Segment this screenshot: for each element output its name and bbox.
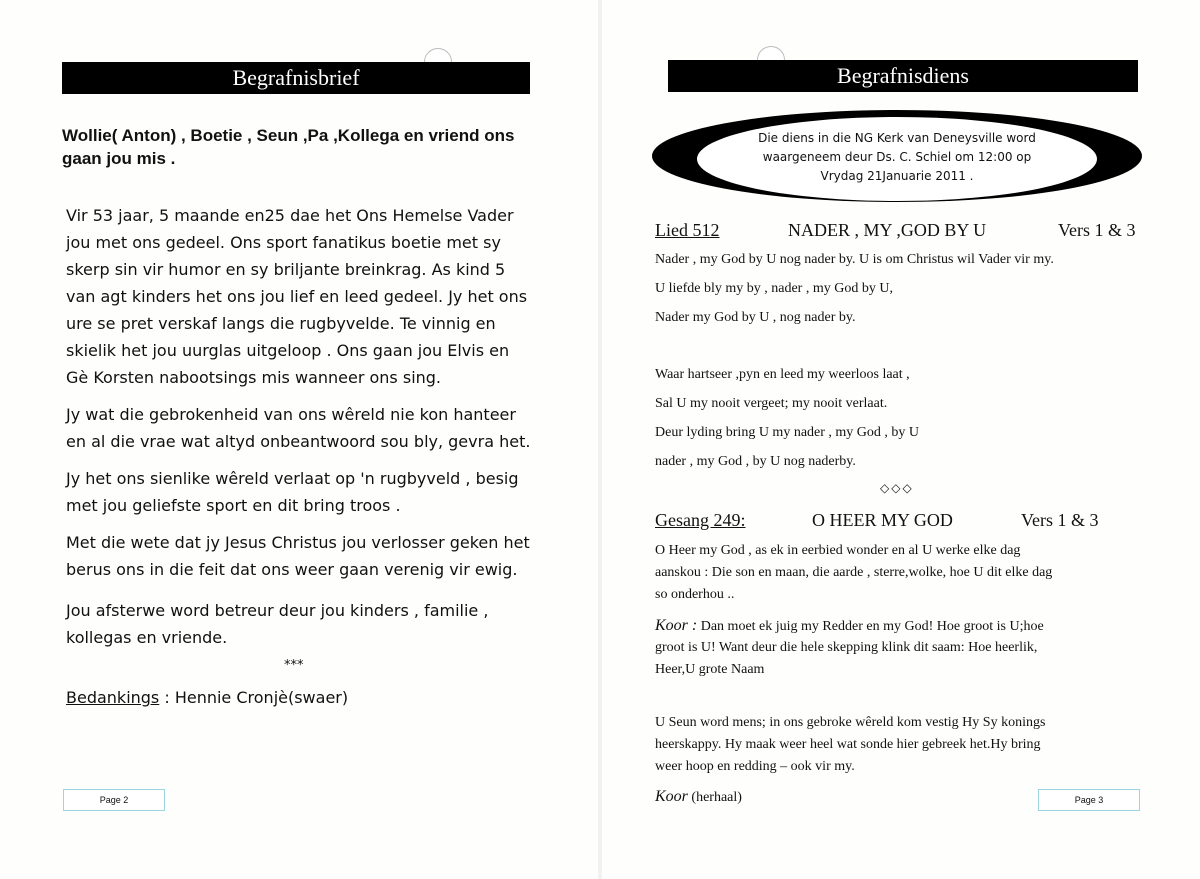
service-info-text	[732, 129, 1062, 186]
hymn2-number	[655, 510, 745, 531]
paragraph-4: Met die wete dat jy Jesus Christus jou verlosser geken het berus ons in die feit dat ons weer gaan verenig vir ewig.	[66, 533, 530, 579]
hymn1-line: U liefde bly my by , nader , my God by U,	[655, 281, 893, 296]
left-banner-title: Begrafnisbrief	[232, 65, 360, 90]
hymn2-number-text: Gesang 249:	[655, 510, 746, 530]
chorus-line: Heer,U grote Naam	[655, 662, 765, 677]
hymn2-line: weer hoop en redding – ook vir my.	[655, 759, 855, 774]
separator: ***	[284, 658, 304, 673]
page-number-right: Page 3	[1038, 789, 1140, 811]
closing-text: Jou afsterwe word betreur deur jou kinders , familie , kollegas en vriende.	[66, 601, 489, 647]
hymn1-line: Sal U my nooit vergeet; my nooit verlaat.	[655, 396, 888, 411]
hymn1-title: NADER , MY ,GOD BY U	[788, 220, 987, 240]
chorus-text: Dan moet ek juig my Redder en my God! Hoe groot is U;hoe	[697, 619, 1044, 634]
service-info-line: Die diens in die NG Kerk van Deneysville word	[758, 131, 1036, 145]
right-banner-title: Begrafnisdiens	[837, 63, 969, 88]
hymn1-line: Deur lyding bring U my nader , my God , by U	[655, 425, 920, 440]
hymn1-verses: Vers 1 & 3	[1058, 220, 1136, 240]
chorus-repeat-text: (herhaal)	[687, 790, 742, 805]
left-page	[0, 0, 598, 879]
hymn2-line: O Heer my God , as ek in eerbied wonder en al U werke elke dag	[655, 543, 1021, 558]
intro-text: Wollie( Anton) , Boetie , Seun ,Pa ,Kollega en vriend ons gaan jou mis .	[62, 126, 515, 168]
hymn2-line: heerskappy. Hy maak weer heel wat sonde hier gebreek het.Hy bring	[655, 737, 1041, 752]
chorus-repeat	[655, 788, 742, 806]
chorus-line: groot is U! Want deur die hele skepping klink dit saam: Hoe heerlik,	[655, 640, 1038, 655]
left-banner	[62, 62, 530, 94]
diamond-divider: ◇◇◇	[880, 481, 914, 495]
service-info-line: waargeneem deur Ds. C. Schiel om 12:00 op	[762, 150, 1032, 164]
tribute-body	[66, 202, 536, 593]
service-info-line: Vrydag 21Januarie 2011 .	[820, 169, 974, 183]
hymn2-line: so onderhou ..	[655, 587, 735, 602]
right-banner	[668, 60, 1138, 92]
hymn2-verses: Vers 1 & 3	[1021, 510, 1099, 530]
chorus-line	[655, 617, 1044, 635]
hymn1-line: Nader my God by U , nog nader by.	[655, 310, 856, 325]
chorus-label: Koor :	[655, 617, 698, 634]
hymn1-line: nader , my God , by U nog naderby.	[655, 454, 856, 469]
service-info-ellipse	[652, 110, 1142, 202]
hymn2-line: aanskou : Die son en maan, die aarde , sterre,wolke, hoe U dit elke dag	[655, 565, 1053, 580]
hymn1-line: Waar hartseer ,pyn en leed my weerloos laat ,	[655, 367, 910, 382]
paragraph-3: Jy het ons sienlike wêreld verlaat op 'n rugbyveld , besig met jou geliefste sport en dit bring troos .	[66, 469, 519, 515]
hymn1-number: Lied 512	[655, 220, 720, 240]
chorus-repeat-label: Koor	[655, 788, 688, 805]
paragraph-2: Jy wat die gebrokenheid van ons wêreld nie kon hanteer en al die vrae wat altyd onbeantwoord sou bly, gevra het.	[66, 405, 531, 451]
page-number-left: Page 2	[63, 789, 165, 811]
hymn2-line: U Seun word mens; in ons gebroke wêreld kom vestig Hy Sy konings	[655, 715, 1046, 730]
paragraph-1: Vir 53 jaar, 5 maande en25 dae het Ons Hemelse Vader jou met ons gedeel. Ons sport fanatikus boetie met sy skerp sin vir humor en sy briljante breinkrag. As kind 5 van agt kinders het ons jou lief en leed gedeel. Jy het ons ure se pret verskaf langs die rugbyvelde. Te vinnig en skielik het jou uurglas uitgeloop . Ons gaan jou Elvis en Gè Korsten nabootsings mis wanneer ons sing.	[66, 206, 528, 387]
hymn1-line: Nader , my God by U nog nader by. U is om Christus wil Vader vir my.	[655, 252, 1054, 267]
thanks-text: : Hennie Cronjè(swaer)	[159, 688, 349, 707]
thanks-line	[66, 684, 536, 711]
hymn2-title: O HEER MY GOD	[812, 510, 953, 530]
thanks-label: Bedankings	[66, 688, 160, 707]
